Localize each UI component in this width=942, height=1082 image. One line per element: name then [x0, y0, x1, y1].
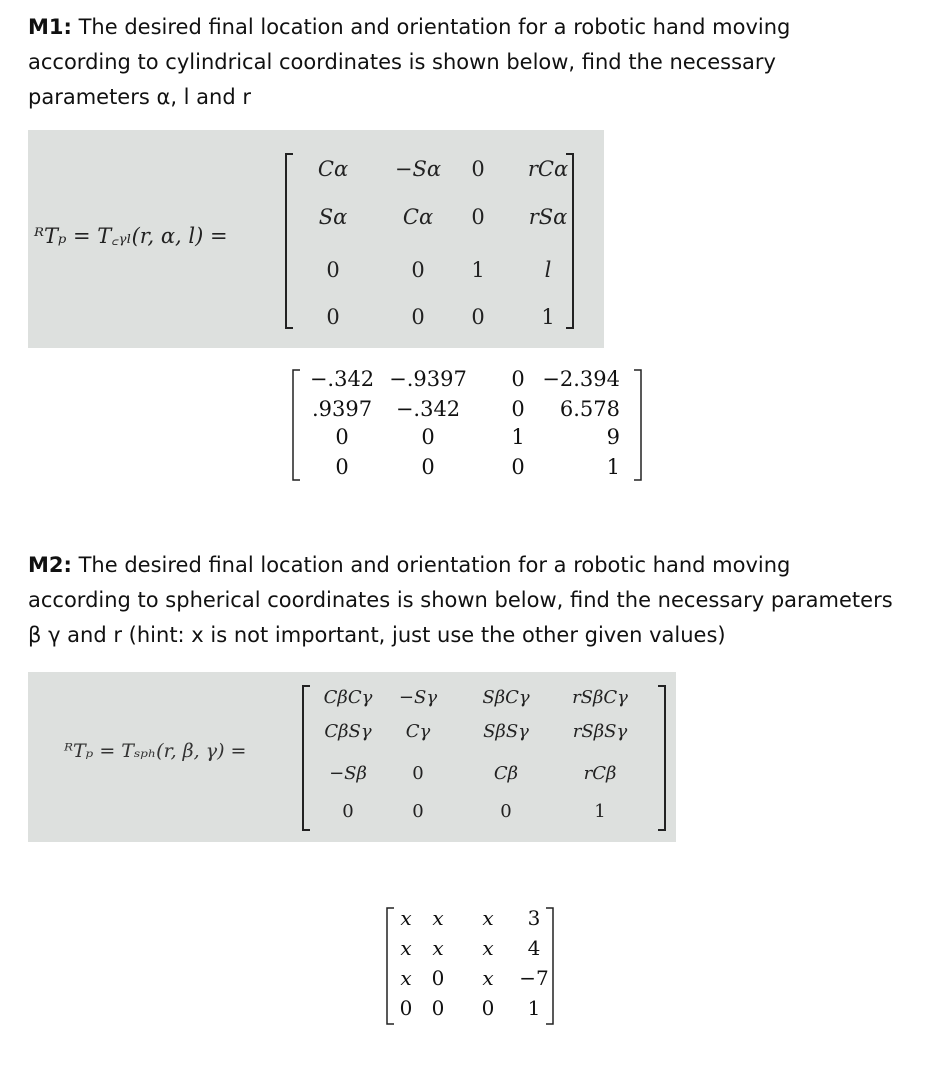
m2-given-cell-r4c2: 0: [431, 996, 445, 1020]
m1-formula-cell-r4c3: 0: [471, 305, 485, 330]
m1-formula-cell-r3c4: l: [544, 258, 552, 283]
m1-line-3: parameters α, l and r: [28, 85, 252, 109]
m2-given-cell-r3c1: x: [400, 966, 412, 990]
m1-formula-cell-r1c3: 0: [471, 157, 485, 182]
m1-given-matrix-block: [290, 368, 650, 488]
m1-formula-cell-r4c2: 0: [411, 305, 425, 330]
m2-line-3: β γ and r (hint: x is not important, just use the other given values): [28, 623, 726, 647]
m2-formula-cell-r2c1: CβSγ: [324, 721, 372, 743]
m2-given-cell-r3c4: −7: [519, 966, 549, 990]
m1-formula-cell-r3c3: 1: [471, 258, 485, 283]
m1-given-cell-r1c4: −2.394: [542, 367, 620, 392]
m2-formula-cell-r3c4: rCβ: [583, 763, 617, 785]
m1-question: [28, 10, 928, 115]
m1-given-cell-r2c4: 6.578: [559, 397, 620, 422]
m2-given-cell-r3c2: 0: [431, 966, 445, 990]
m1-given-cell-r1c3: 0: [511, 367, 525, 392]
m1-formula-image: [28, 130, 604, 348]
m2-formula-cell-r1c1: CβCγ: [323, 687, 373, 709]
m1-formula-cell-r4c4: 1: [541, 305, 555, 330]
m1-given-cell-r2c1: .9397: [311, 397, 373, 422]
m2-line-1: M2: The desired final location and orientation for a robotic hand moving: [28, 553, 791, 577]
m1-formula-cell-r2c2: Cα: [402, 205, 434, 230]
m1-given-cell-r2c2: −.342: [395, 397, 461, 422]
m2-formula-image: [28, 672, 676, 842]
m1-given-cell-r1c1: −.342: [309, 367, 375, 392]
m1-formula-cell-r2c1: Sα: [318, 205, 348, 230]
m1-formula-cell-r3c2: 0: [411, 258, 425, 283]
m2-given-matrix-block: [384, 906, 564, 1028]
m2-given-cell-r2c3: x: [482, 936, 494, 960]
m2-given-cell-r2c2: x: [432, 936, 444, 960]
m1-given-cell-r2c3: 0: [511, 397, 525, 422]
m1-given-cell-r4c3: 0: [511, 455, 525, 480]
m2-formula-cell-r1c4: rSβCγ: [572, 687, 628, 709]
m2-formula-cell-r2c4: rSβSγ: [572, 721, 628, 743]
m2-formula-cell-r3c1: −Sβ: [329, 763, 367, 785]
m2-given-cell-r4c3: 0: [481, 996, 495, 1020]
m2-given-cell-r1c1: x: [400, 906, 412, 930]
m1-given-cell-r4c1: 0: [335, 455, 349, 480]
m1-formula-cell-r2c3: 0: [471, 205, 485, 230]
m2-formula-cell-r3c3: Cβ: [493, 763, 519, 785]
m1-given-cell-r3c4: 9: [606, 425, 620, 450]
m2-given-cell-r2c4: 4: [527, 936, 541, 960]
m1-given-cell-r3c2: 0: [421, 425, 435, 450]
m1-label: M1:: [28, 15, 72, 39]
m1-formula-cell-r1c4: rCα: [527, 157, 569, 182]
m2-formula-lhs: ᴿTₚ = Tₛₚₕ(r, β, γ) =: [64, 740, 247, 762]
m2-formula-cell-r4c2: 0: [412, 801, 424, 823]
m1-formula-cell-r2c4: rSα: [528, 205, 568, 230]
m2-formula-cell-r3c2: 0: [412, 763, 424, 785]
m1-formula-lhs: ᴿTₚ = T꜀ᵧₗ(r, α, l) =: [34, 224, 228, 248]
m2-formula-right-bracket: [656, 684, 668, 832]
m1-given-right-bracket: [632, 368, 644, 482]
m1-line-1: M1: The desired final location and orientation for a robotic hand moving: [28, 15, 791, 39]
m2-given-cell-r3c3: x: [482, 966, 494, 990]
m1-line-2: according to cylindrical coordinates is shown below, find the necessary: [28, 50, 776, 74]
m2-question: [28, 548, 928, 653]
m1-given-cell-r4c2: 0: [421, 455, 435, 480]
m1-given-cell-r3c3: 1: [511, 425, 525, 450]
m1-formula-cell-r1c1: Cα: [317, 157, 349, 182]
m1-formula-cell-r3c1: 0: [326, 258, 340, 283]
m2-formula-cell-r1c2: −Sγ: [398, 687, 438, 709]
m2-formula-cell-r4c3: 0: [500, 801, 512, 823]
m2-given-cell-r1c3: x: [482, 906, 494, 930]
m2-formula-cell-r4c4: 1: [594, 801, 606, 823]
m2-given-cell-r4c4: 1: [527, 996, 541, 1020]
m2-given-cell-r4c1: 0: [399, 996, 413, 1020]
m2-given-cell-r2c1: x: [400, 936, 412, 960]
m2-formula-cell-r2c2: Cγ: [405, 721, 431, 743]
m2-formula-cell-r4c1: 0: [342, 801, 354, 823]
m2-label: M2:: [28, 553, 72, 577]
m1-given-cell-r4c4: 1: [606, 455, 620, 480]
m1-formula-cell-r1c2: −Sα: [394, 157, 442, 182]
m1-formula-cell-r4c1: 0: [326, 305, 340, 330]
m1-given-cell-r3c1: 0: [335, 425, 349, 450]
m1-given-cell-r1c2: −.9397: [389, 367, 467, 392]
m2-formula-cell-r1c3: SβCγ: [482, 687, 530, 709]
m2-given-cell-r1c4: 3: [527, 906, 541, 930]
m2-formula-cell-r2c3: SβSγ: [483, 721, 529, 743]
m2-line-2: according to spherical coordinates is shown below, find the necessary parameters: [28, 588, 893, 612]
m2-given-cell-r1c2: x: [432, 906, 444, 930]
